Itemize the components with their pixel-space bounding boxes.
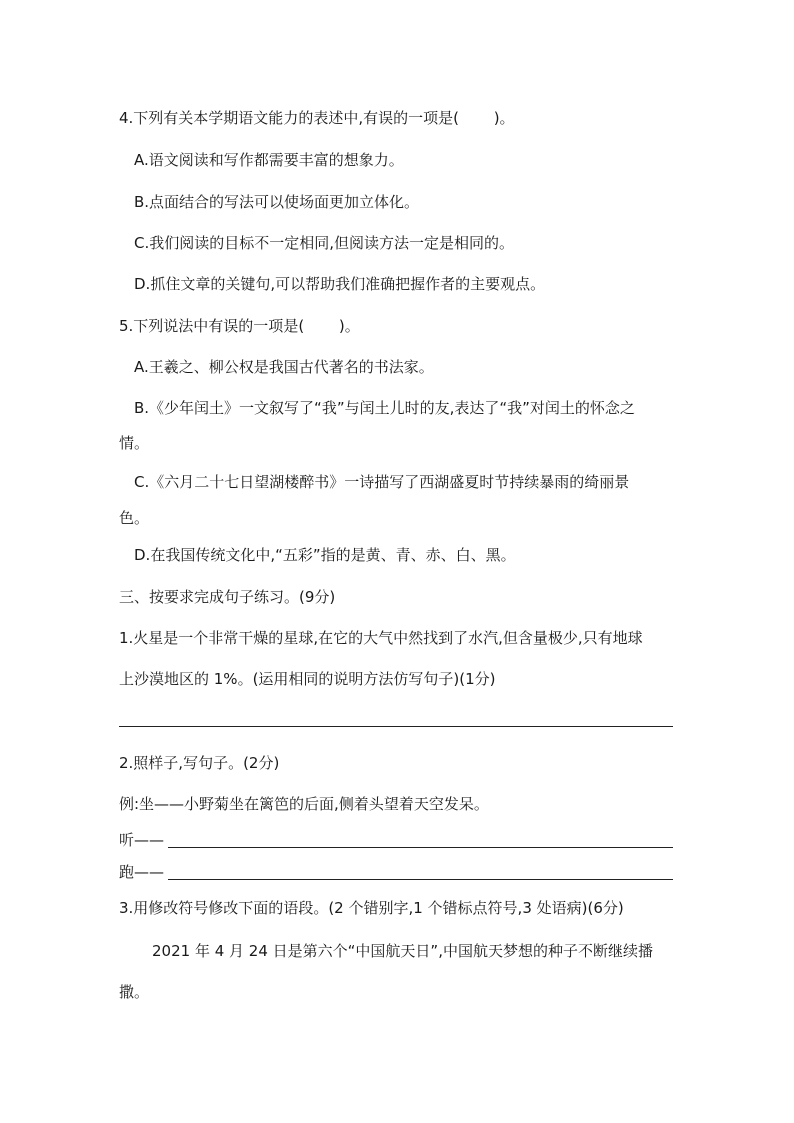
s3-item2-blank1-label: 听—— xyxy=(119,831,165,849)
q5-option-d: D.在我国传统文化中,“五彩”指的是黄、青、赤、白、黑。 xyxy=(134,546,516,564)
q5-option-c-line2: 色。 xyxy=(119,509,150,527)
q4-stem: 4.下列有关本学期语文能力的表述中,有误的一项是( )。 xyxy=(119,109,515,127)
s3-item2-blank2-label: 跑—— xyxy=(119,863,165,881)
s3-item2-heading: 2.照样子,写句子。(2分) xyxy=(119,754,280,772)
q4-option-d: D.抓住文章的关键句,可以帮助我们准确把握作者的主要观点。 xyxy=(134,275,546,293)
q5-option-c-line1: C.《六月二十七日望湖楼醉书》一诗描写了西湖盛夏时节持续暴雨的绮丽景 xyxy=(134,473,630,491)
s3-item3-para-line1: 2021 年 4 月 24 日是第六个“中国航天日”,中国航天梦想的种子不断继续播 xyxy=(152,942,653,960)
s3-item1-answer-line[interactable] xyxy=(119,726,673,727)
q4-option-b: B.点面结合的写法可以使场面更加立体化。 xyxy=(134,193,420,211)
q5-stem: 5.下列说法中有误的一项是( )。 xyxy=(119,317,360,335)
section3-heading: 三、按要求完成句子练习。(9分) xyxy=(119,588,336,606)
s3-item1-line1: 1.火星是一个非常干燥的星球,在它的大气中然找到了水汽,但含量极少,只有地球 xyxy=(119,629,643,647)
q5-option-b-line2: 情。 xyxy=(119,434,150,452)
s3-item1-line2: 上沙漠地区的 1%。(运用相同的说明方法仿写句子)(1分) xyxy=(119,670,496,688)
q4-option-c: C.我们阅读的目标不一定相同,但阅读方法一定是相同的。 xyxy=(134,234,515,252)
s3-item2-blank2-line[interactable] xyxy=(168,879,673,880)
q4-option-a: A.语文阅读和写作都需要丰富的想象力。 xyxy=(134,151,404,169)
q5-option-a: A.王羲之、柳公权是我国古代著名的书法家。 xyxy=(134,358,434,376)
s3-item3-para-line2: 撒。 xyxy=(119,983,150,1001)
s3-item2-blank1-line[interactable] xyxy=(168,847,673,848)
q5-option-b-line1: B.《少年闰土》一文叙写了“我”与闰土儿时的友,表达了“我”对闰土的怀念之 xyxy=(134,399,635,417)
s3-item2-example: 例:坐——小野菊坐在篱笆的后面,侧着头望着天空发呆。 xyxy=(119,795,489,813)
s3-item3-heading: 3.用修改符号修改下面的语段。(2 个错别字,1 个错标点符号,3 处语病)(6分) xyxy=(119,899,624,917)
